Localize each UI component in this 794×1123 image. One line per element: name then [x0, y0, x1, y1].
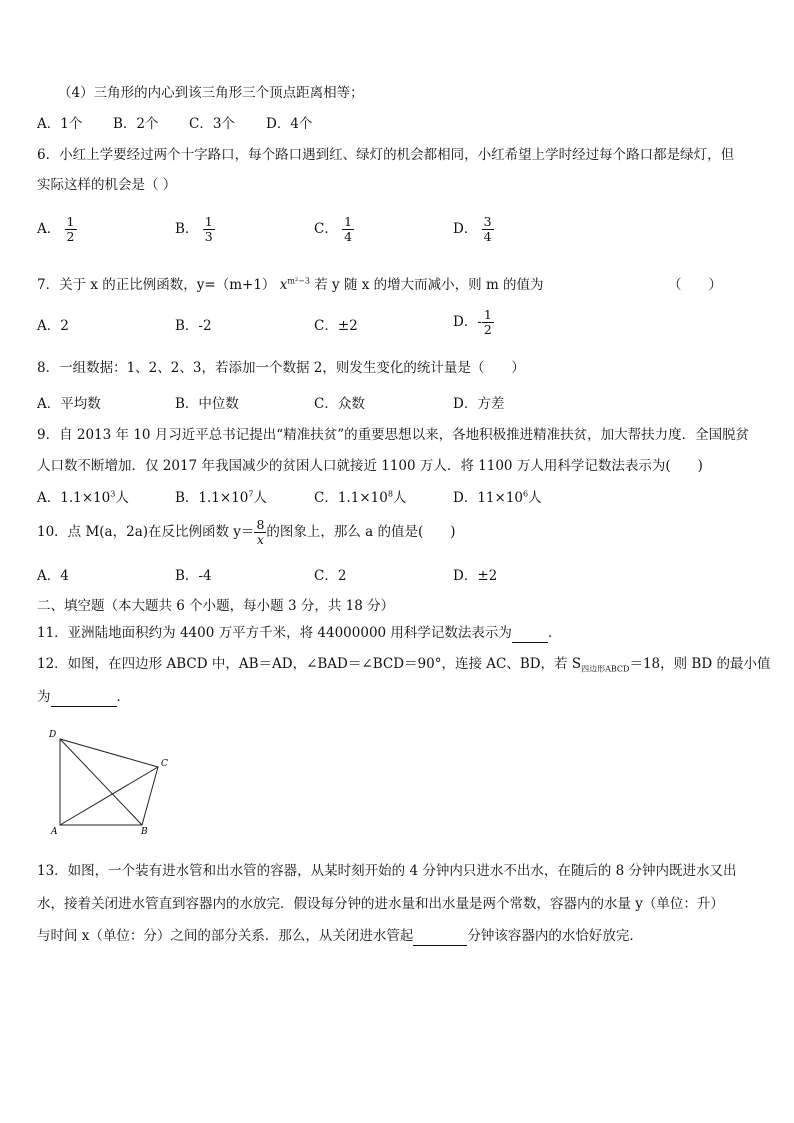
q11-body: 11．亚洲陆地面积约为 4400 万平方千米，将 44000000 用科学记数法表示为 — [37, 625, 512, 641]
q9-option-a-label: A． — [37, 490, 61, 506]
q12-area-subscript: 四边形ABCD — [581, 664, 630, 674]
q6-option-b-num: 1 — [204, 214, 213, 229]
q6-option-b-fraction — [203, 215, 215, 244]
q8-option-b: B．中位数 — [175, 396, 239, 412]
q9-option-b-unit: 人 — [253, 490, 267, 506]
q5-option-a: A．1个 — [37, 116, 83, 132]
vertex-label-b: B — [141, 827, 148, 837]
q12-end: ． — [116, 689, 130, 705]
diagonal-bd-line — [60, 739, 142, 825]
q6-option-c-num: 1 — [344, 214, 353, 229]
section-fill-in-heading: 二、填空题（本大题共 6 个小题，每小题 3 分，共 18 分） — [37, 598, 395, 614]
q7-prefix: 7．关于 x 的正比例函数，y=（m+1） — [37, 277, 276, 293]
q7-text — [37, 276, 544, 294]
q7-option-b: B．-2 — [175, 318, 212, 334]
q6-option-b — [175, 215, 215, 244]
vertex-label-d: D — [49, 730, 57, 740]
q10-option-b: B．-4 — [175, 568, 212, 584]
q8-option-a: A．平均数 — [37, 396, 101, 412]
q7-base: x — [279, 277, 288, 293]
q9-option-a-exp: 3 — [110, 489, 116, 499]
q6-option-a-den: 2 — [66, 229, 75, 244]
q9-option-b — [175, 489, 267, 507]
vertex-label-a: A — [51, 827, 58, 837]
quadrilateral-abcd — [60, 739, 158, 825]
q10-option-d: D．±2 — [453, 568, 498, 584]
q7-option-d-label: D．- — [453, 314, 482, 330]
q8-text: 8．一组数据：1、2、2、3，若添加一个数据 2，则发生变化的统计量是（ ） — [37, 360, 525, 376]
diagonal-ac-line — [60, 767, 158, 825]
q13-line3-a: 与时间 x（单位：分）之间的部分关系．那么，从关闭进水管起 — [37, 928, 414, 944]
q13-answer-blank[interactable] — [413, 927, 467, 946]
q13-line3-b: 分钟该容器内的水恰好放完． — [467, 928, 643, 944]
q6-option-a-label: A． — [37, 221, 61, 237]
q6-option-b-label: B． — [175, 221, 199, 237]
q7-exponent: m²−3 — [287, 276, 310, 286]
q6-option-c-fraction — [342, 215, 354, 244]
q10-num: 8 — [256, 517, 265, 532]
q7-option-d-fraction — [482, 308, 494, 337]
q7-option-d-num: 1 — [483, 307, 492, 322]
q10-den: x — [256, 532, 264, 547]
q9-option-a-base: 1.1×10 — [60, 490, 111, 506]
q9-line1: 9．自 2013 年 10 月习近平总书记提出“精准扶贫”的重要思想以来，各地积极推进精准扶贫，加大帮扶力度．全国脱贫 — [37, 427, 750, 443]
q12-answer-blank[interactable] — [51, 688, 117, 707]
q9-option-c-base: 1.1×10 — [337, 490, 388, 506]
q12-body: 12．如图，在四边形 ABCD 中，AB＝AD，∠BAD＝∠BCD＝90°，连接 AC、BD，若 S — [37, 656, 582, 672]
q11-text — [37, 624, 561, 643]
q6-option-d-den: 4 — [483, 229, 492, 244]
q10-fraction — [254, 518, 266, 547]
q6-option-c-den: 4 — [344, 229, 353, 244]
q8-option-c: C．众数 — [314, 396, 365, 412]
q12-line2 — [37, 688, 130, 707]
q9-option-a — [37, 489, 129, 507]
q13-line3 — [37, 927, 643, 946]
q9-option-d-exp: 6 — [523, 489, 529, 499]
q9-option-c-label: C． — [314, 490, 338, 506]
q8-option-d: D．方差 — [453, 396, 505, 412]
q7-suffix: 若 y 随 x 的增大而减小，则 m 的值为 — [309, 277, 544, 293]
q13-line2: 水，接着关闭进水管直到容器内的水放完．假设每分钟的进水量和出水量是两个常数，容器内的水量 y（单位：升） — [37, 896, 724, 912]
q6-option-b-den: 3 — [204, 229, 213, 244]
q9-option-b-label: B． — [175, 490, 199, 506]
q6-option-a — [37, 215, 77, 244]
q10-prefix: 10．点 M(a，2a)在反比例函数 y＝ — [37, 524, 255, 540]
q6-option-d-label: D． — [453, 221, 478, 237]
q9-option-a-unit: 人 — [115, 490, 129, 506]
q6-option-a-num: 1 — [66, 214, 75, 229]
q6-option-a-fraction — [65, 215, 77, 244]
q9-option-d-unit: 人 — [528, 490, 542, 506]
q9-option-d — [453, 489, 542, 507]
q11-end: ． — [547, 625, 562, 641]
q13-line1: 13．如图，一个装有进水管和出水管的容器，从某时刻开始的 4 分钟内只进水不出水，在随后的 8 分钟内既进水又出 — [37, 863, 737, 879]
q5-option-b: B．2个 — [113, 116, 159, 132]
q7-option-d-den: 2 — [483, 322, 492, 337]
q9-option-c-unit: 人 — [392, 490, 407, 506]
quadrilateral-figure — [40, 725, 180, 837]
q12-line2-text: 为 — [37, 689, 51, 705]
q9-option-b-base: 1.1×10 — [198, 490, 249, 506]
q12-body-after: ＝18，则 BD 的最小值 — [629, 656, 771, 672]
q6-option-d — [453, 215, 494, 244]
q7-answer-paren: （ ） — [668, 277, 722, 293]
q9-option-b-exp: 7 — [248, 489, 254, 499]
q6-line1: 6．小红上学要经过两个十字路口，每个路口遇到红、绿灯的机会都相同，小红希望上学时经过每个路口都是绿灯，但 — [37, 147, 735, 163]
q7-option-d — [453, 308, 494, 337]
q6-option-c — [314, 215, 354, 244]
q9-option-c — [314, 489, 406, 507]
q9-line2: 人口数不断增加．仅 2017 年我国减少的贫困人口就接近 1100 万人．将 1100 万人用科学记数法表示为( ) — [37, 458, 703, 474]
q10-option-a: A．4 — [37, 568, 69, 584]
q7-option-c: C．±2 — [314, 318, 358, 334]
vertex-label-c: C — [161, 759, 168, 769]
q5-option-c: C．3个 — [189, 116, 235, 132]
q9-option-d-base: 11×10 — [477, 490, 523, 506]
q7-option-a: A．2 — [37, 318, 69, 334]
q12-line1 — [37, 655, 770, 673]
q6-line2: 实际这样的机会是（ ） — [37, 177, 177, 193]
q6-option-d-fraction — [482, 215, 494, 244]
q5-part4-text: （4）三角形的内心到该三角形三个顶点距离相等； — [58, 85, 364, 101]
q11-answer-blank[interactable] — [512, 624, 548, 643]
q9-option-d-label: D． — [453, 490, 478, 506]
q10-suffix: 的图象上，那么 a 的值是( ) — [266, 524, 456, 540]
q10-text — [37, 518, 456, 547]
q10-option-c: C．2 — [314, 568, 347, 584]
q9-option-c-exp: 8 — [387, 489, 393, 499]
q5-option-d: D．4个 — [266, 116, 313, 132]
q6-option-d-num: 3 — [483, 214, 492, 229]
q6-option-c-label: C． — [314, 221, 338, 237]
